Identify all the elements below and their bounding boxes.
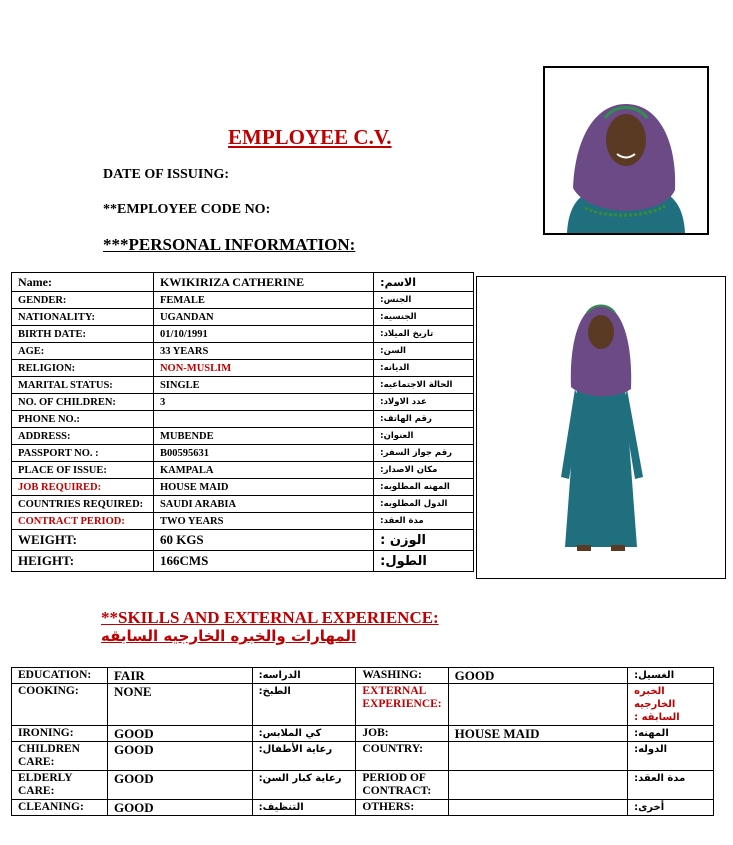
skill-label-arabic: التنظيف: [252, 800, 356, 816]
personal-info-row [12, 343, 474, 360]
field-value: KWIKIRIZA CATHERINE [153, 273, 373, 292]
field-value: B00595631 [153, 445, 373, 462]
personal-info-row [12, 309, 474, 326]
field-label-arabic: رقم جواز السفر: [374, 445, 474, 462]
skill-value: GOOD [107, 800, 252, 816]
experience-value: HOUSE MAID [448, 726, 628, 742]
skill-label-arabic: رعاية الأطفال: [252, 742, 356, 771]
skill-label: ELDERLY CARE: [12, 771, 108, 800]
skill-label: EDUCATION: [12, 668, 108, 684]
personal-info-row [12, 551, 474, 572]
field-label-arabic: العنوان: [374, 428, 474, 445]
personal-info-row [12, 462, 474, 479]
personal-info-row [12, 273, 474, 292]
skills-row [12, 684, 714, 726]
field-value: MUBENDE [153, 428, 373, 445]
experience-label: COUNTRY: [356, 742, 448, 771]
experience-label-arabic: مدة العقد: [628, 771, 714, 800]
field-label-arabic: مكان الاصدار: [374, 462, 474, 479]
personal-info-row [12, 394, 474, 411]
personal-information-heading: ***PERSONAL INFORMATION: [103, 235, 356, 254]
field-label: AGE: [12, 343, 154, 360]
field-label-arabic: رقم الهاتف: [374, 411, 474, 428]
experience-label-arabic: الخبره الخارجيه السابقه : [628, 684, 714, 726]
personal-info-row [12, 513, 474, 530]
experience-label: PERIOD OF CONTRACT: [356, 771, 448, 800]
field-label: PLACE OF ISSUE: [12, 462, 154, 479]
field-label-arabic: الحالة الاجتماعيه: [374, 377, 474, 394]
field-label: WEIGHT: [12, 530, 154, 551]
field-value [153, 411, 373, 428]
field-value: KAMPALA [153, 462, 373, 479]
personal-info-row [12, 292, 474, 309]
experience-value [448, 742, 628, 771]
skill-label-arabic: كي الملابس: [252, 726, 356, 742]
skill-value: FAIR [107, 668, 252, 684]
experience-label: JOB: [356, 726, 448, 742]
personal-info-row [12, 326, 474, 343]
field-label: HEIGHT: [12, 551, 154, 572]
personal-info-row [12, 377, 474, 394]
skill-label-arabic: رعاية كبار السن: [252, 771, 356, 800]
field-label: PHONE NO.: [12, 411, 154, 428]
personal-info-row [12, 428, 474, 445]
field-label-arabic: الجنسيه: [374, 309, 474, 326]
field-label-arabic: تاريخ الميلاد: [374, 326, 474, 343]
skill-value: GOOD [107, 771, 252, 800]
field-label: JOB REQUIRED: [12, 479, 154, 496]
personal-info-row [12, 479, 474, 496]
personal-info-row [12, 530, 474, 551]
experience-value: GOOD [448, 668, 628, 684]
skill-label: COOKING: [12, 684, 108, 726]
field-label: NATIONALITY: [12, 309, 154, 326]
skill-label: IRONING: [12, 726, 108, 742]
field-value: 01/10/1991 [153, 326, 373, 343]
skill-label: CLEANING: [12, 800, 108, 816]
experience-value [448, 771, 628, 800]
experience-label: WASHING: [356, 668, 448, 684]
personal-info-table [11, 272, 474, 572]
full-body-photo [476, 276, 726, 579]
field-value: 3 [153, 394, 373, 411]
field-label-arabic: الطول: [374, 551, 474, 572]
field-label-arabic: المهنه المطلوبه: [374, 479, 474, 496]
field-value: HOUSE MAID [153, 479, 373, 496]
field-value: FEMALE [153, 292, 373, 309]
field-label: PASSPORT NO. : [12, 445, 154, 462]
field-value: SINGLE [153, 377, 373, 394]
passport-photo [543, 66, 709, 235]
field-label: ADDRESS: [12, 428, 154, 445]
page-title: EMPLOYEE C.V. [228, 125, 392, 149]
skills-row [12, 742, 714, 771]
skill-label: CHILDREN CARE: [12, 742, 108, 771]
skills-heading-arabic: المهارات والخبره الخارجيه السابقه [101, 627, 357, 645]
field-value: SAUDI ARABIA [153, 496, 373, 513]
field-label-arabic: الديانه: [374, 360, 474, 377]
experience-value [448, 800, 628, 816]
experience-value [448, 684, 628, 726]
field-label-arabic: مدة العقد: [374, 513, 474, 530]
field-label: RELIGION: [12, 360, 154, 377]
skills-heading: **SKILLS AND EXTERNAL EXPERIENCE: [101, 608, 439, 627]
employee-code-label: **EMPLOYEE CODE NO: [103, 202, 271, 217]
skills-table [11, 667, 714, 816]
field-label-arabic: الاسم: [374, 273, 474, 292]
experience-label: OTHERS: [356, 800, 448, 816]
field-label: MARITAL STATUS: [12, 377, 154, 394]
experience-label-arabic: الغسيل: [628, 668, 714, 684]
field-value: 33 YEARS [153, 343, 373, 360]
field-label: GENDER: [12, 292, 154, 309]
field-value: NON-MUSLIM [153, 360, 373, 377]
skills-row [12, 726, 714, 742]
personal-info-row [12, 445, 474, 462]
field-label-arabic: الوزن : [374, 530, 474, 551]
field-label: NO. OF CHILDREN: [12, 394, 154, 411]
field-label-arabic: الدول المطلوبه: [374, 496, 474, 513]
field-label-arabic: السن: [374, 343, 474, 360]
personal-info-row [12, 360, 474, 377]
skill-value: NONE [107, 684, 252, 726]
field-label: BIRTH DATE: [12, 326, 154, 343]
skills-row [12, 800, 714, 816]
skills-row [12, 771, 714, 800]
field-label: Name: [12, 273, 154, 292]
experience-label: EXTERNAL EXPERIENCE: [356, 684, 448, 726]
skill-value: GOOD [107, 742, 252, 771]
personal-info-row [12, 496, 474, 513]
skills-row [12, 668, 714, 684]
experience-label-arabic: المهنه: [628, 726, 714, 742]
field-label-arabic: الجنس: [374, 292, 474, 309]
personal-info-row [12, 411, 474, 428]
field-label-arabic: عدد الاولاد: [374, 394, 474, 411]
field-label: COUNTRIES REQUIRED: [12, 496, 154, 513]
experience-label-arabic: أخرى: [628, 800, 714, 816]
skill-label-arabic: الدراسه: [252, 668, 356, 684]
field-value: TWO YEARS [153, 513, 373, 530]
field-label: CONTRACT PERIOD: [12, 513, 154, 530]
skill-value: GOOD [107, 726, 252, 742]
date-of-issuing-label: DATE OF ISSUING: [103, 167, 230, 182]
field-value: UGANDAN [153, 309, 373, 326]
skill-label-arabic: الطبخ: [252, 684, 356, 726]
field-value: 60 KGS [153, 530, 373, 551]
experience-label-arabic: الدوله: [628, 742, 714, 771]
field-value: 166CMS [153, 551, 373, 572]
